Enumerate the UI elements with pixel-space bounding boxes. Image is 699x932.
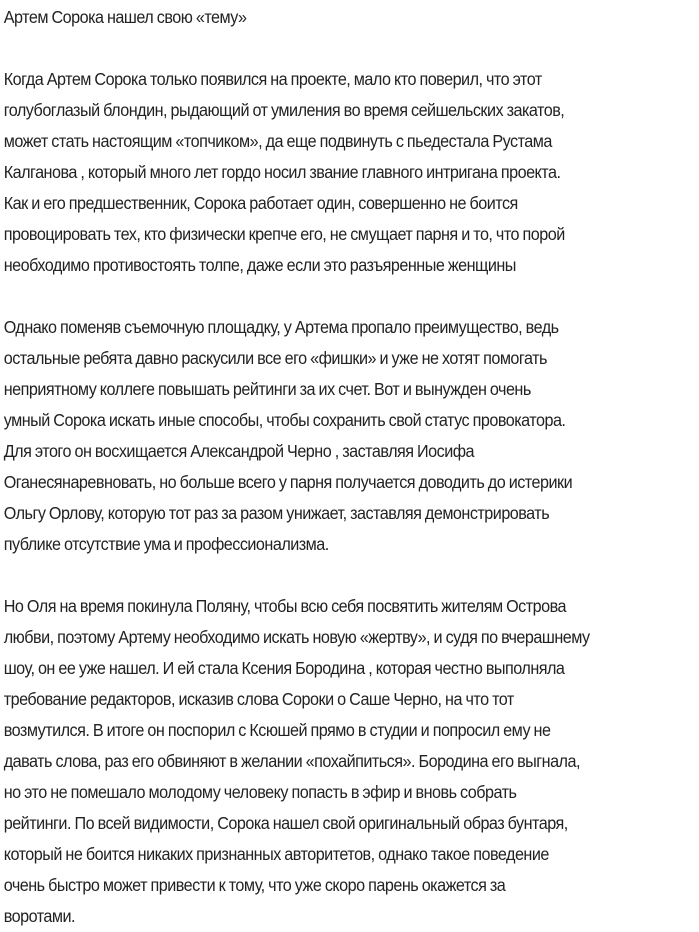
text-line: умный Сорока искать иные способы, чтобы сохранить свой статус провокатора. (3, 410, 566, 430)
article-title: Артем Сорока нашел свою «тему» (3, 7, 247, 27)
text-line: который не боится никаких признанных авторитетов, однако такое поведение (3, 844, 549, 864)
paragraph-2 (4, 312, 699, 560)
text-line: Как и его предшественник, Сорока работает один, совершенно не боится (3, 193, 518, 213)
text-line: неприятному коллеге повышать рейтинги за их счет. Вот и вынужден очень (3, 379, 531, 399)
text-line: публике отсутствие ума и профессионализма. (3, 534, 329, 554)
text-line: воротами. (3, 906, 76, 926)
text-line: рейтинги. По всей видимости, Сорока нашел свой оригинальный образ бунтаря, (3, 813, 568, 833)
text-line: может стать настоящим «топчиком», да еще подвинуть с пьедестала Рустама (3, 131, 552, 151)
text-line: шоу, он ее уже нашел. И ей стала Ксения Бородина , которая честно выполняла (3, 658, 565, 678)
text-line: Для этого он восхищается Александрой Черно , заставляя Иосифа (3, 441, 474, 461)
text-line: Калганова , который много лет гордо носил звание главного интригана проекта. (3, 162, 561, 182)
text-line: возмутился. В итоге он поспорил с Ксюшей прямо в студии и попросил ему не (3, 720, 551, 740)
text-line: Когда Артем Сорока только появился на проекте, мало кто поверил, что этот (3, 69, 542, 89)
text-line: Но Оля на время покинула Поляну, чтобы всю себя посвятить жителям Острова (3, 596, 566, 616)
text-line: но это не помешало молодому человеку попасть в эфир и вновь собрать (3, 782, 517, 802)
text-line: необходимо противостоять толпе, даже если это разъяренные женщины (3, 255, 516, 275)
text-line: Ольгу Орлову, которую тот раз за разом унижает, заставляя демонстрировать (3, 503, 550, 523)
text-line: давать слова, раз его обвиняют в желании «похайпиться». Бородина его выгнала, (3, 751, 580, 771)
text-line: любви, поэтому Артему необходимо искать новую «жертву», и судя по вчерашнему (3, 627, 590, 647)
paragraph-3 (4, 591, 699, 932)
text-line: очень быстро может привести к тому, что уже скоро парень окажется за (3, 875, 506, 895)
text-line: требование редакторов, исказив слова Сороки о Саше Черно, на что тот (3, 689, 514, 709)
text-line: остальные ребята давно раскусили все его «фишки» и уже не хотят помогать (3, 348, 547, 368)
text-line: голубоглазый блондин, рыдающий от умиления во время сейшельских закатов, (3, 100, 565, 120)
text-line: Однако поменяв съемочную площадку, у Артема пропало преимущество, ведь (3, 317, 559, 337)
paragraph-1 (4, 64, 699, 281)
text-line: Оганесянаревновать, но больше всего у парня получается доводить до истерики (3, 472, 573, 492)
text-line: провоцировать тех, кто физически крепче его, не смущает парня и то, что порой (3, 224, 565, 244)
